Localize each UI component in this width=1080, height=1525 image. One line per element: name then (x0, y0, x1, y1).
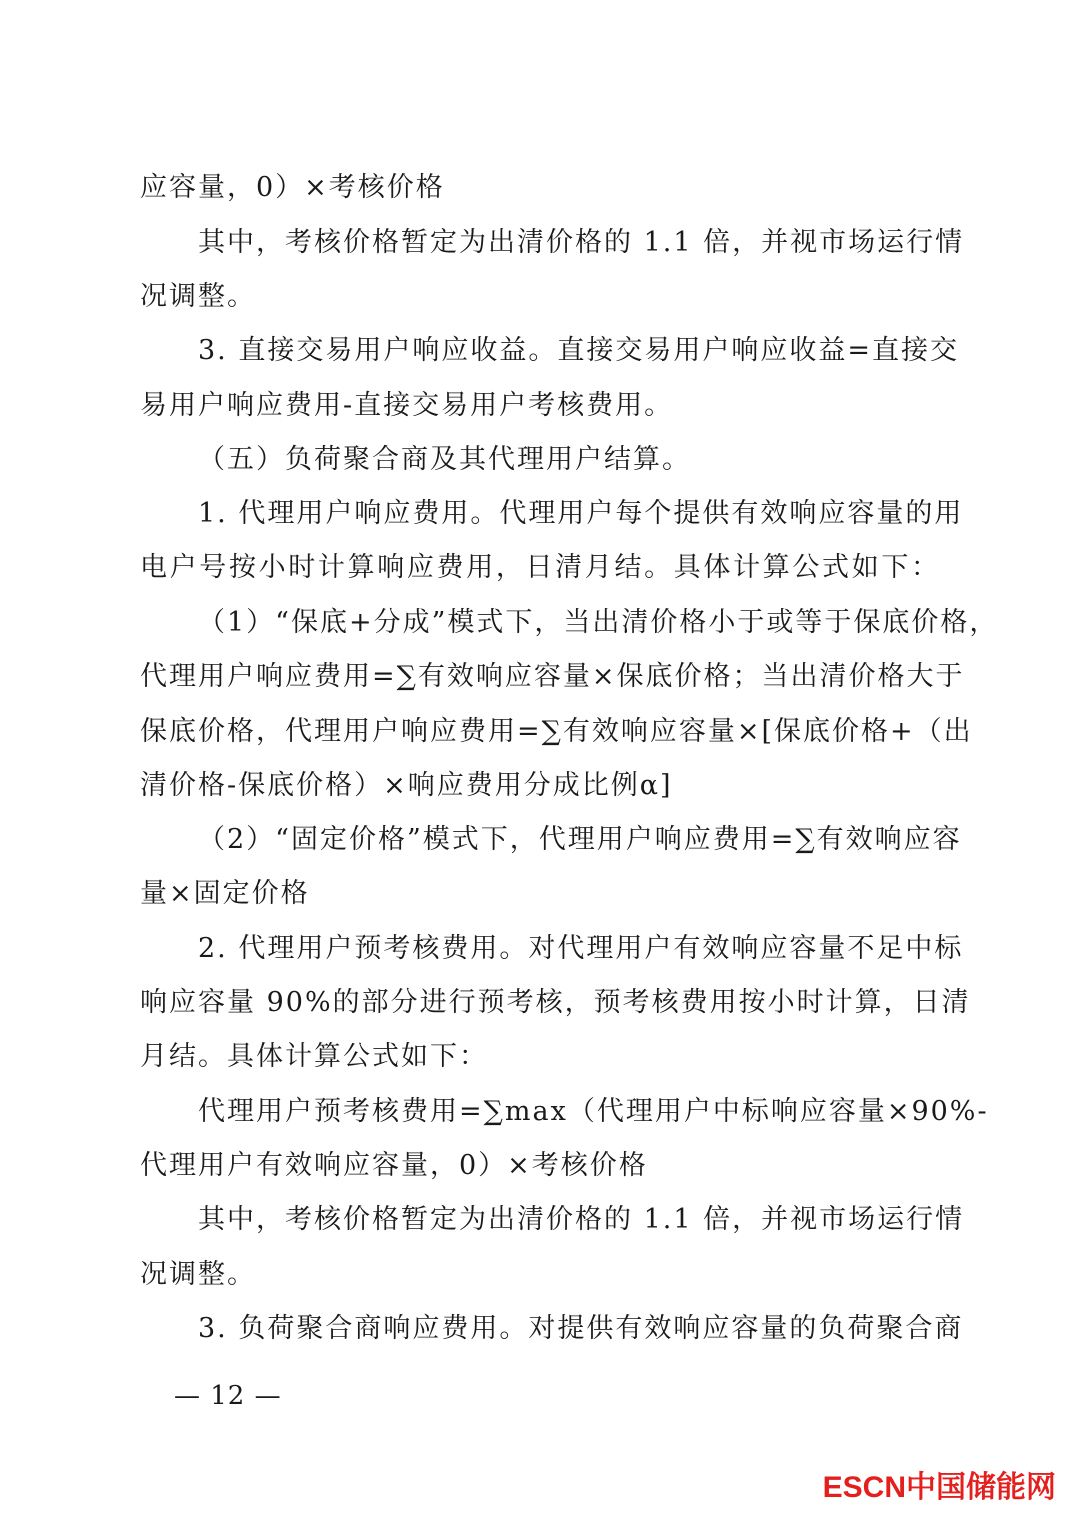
text-line: 1. 代理用户响应费用。代理用户每个提供有效响应容量的用 (198, 498, 964, 529)
text-line: 2. 代理用户预考核费用。对代理用户有效响应容量不足中标 (198, 933, 964, 964)
formula-line: 代理用户有效响应容量，0）×考核价格 (140, 1150, 648, 1181)
watermark-logo: ESCN中国储能网 (822, 1471, 1056, 1504)
text-line: 其中，考核价格暂定为出清价格的 1.1 倍，并视市场运行情 (198, 227, 965, 258)
text-line: 其中，考核价格暂定为出清价格的 1.1 倍，并视市场运行情 (198, 1204, 965, 1235)
text-line: 易用户响应费用-直接交易用户考核费用。 (140, 390, 674, 421)
text-line: 况调整。 (140, 281, 256, 312)
text-line: 况调整。 (140, 1259, 256, 1290)
text-line: 清价格-保底价格）×响应费用分成比例α] (140, 770, 673, 801)
text-line: 3. 直接交易用户响应收益。直接交易用户响应收益=直接交 (198, 335, 959, 366)
text-line: （1）“保底+分成”模式下，当出清价格小于或等于保底价格， (198, 607, 999, 638)
text-line: 3. 负荷聚合商响应费用。对提供有效响应容量的负荷聚合商 (198, 1313, 964, 1344)
section-heading: （五）负荷聚合商及其代理用户结算。 (198, 444, 691, 475)
text-line: 响应容量 90%的部分进行预考核，预考核费用按小时计算，日清 (140, 987, 971, 1018)
text-line: 代理用户响应费用=∑有效响应容量×保底价格；当出清价格大于 (140, 661, 965, 692)
text-line: 应容量，0）×考核价格 (140, 172, 445, 203)
page-number: — 12 — (174, 1381, 282, 1411)
text-line: 量×固定价格 (140, 878, 310, 909)
formula-line: 代理用户预考核费用=∑max（代理用户中标响应容量×90%- (198, 1096, 989, 1127)
text-line: 月结。具体计算公式如下： (140, 1041, 488, 1072)
text-line: 电户号按小时计算响应费用，日清月结。具体计算公式如下： (140, 552, 940, 583)
text-line: （2）“固定价格”模式下，代理用户响应费用=∑有效响应容 (198, 824, 962, 855)
text-line: 保底价格，代理用户响应费用=∑有效响应容量×[保底价格+（出 (140, 716, 973, 747)
